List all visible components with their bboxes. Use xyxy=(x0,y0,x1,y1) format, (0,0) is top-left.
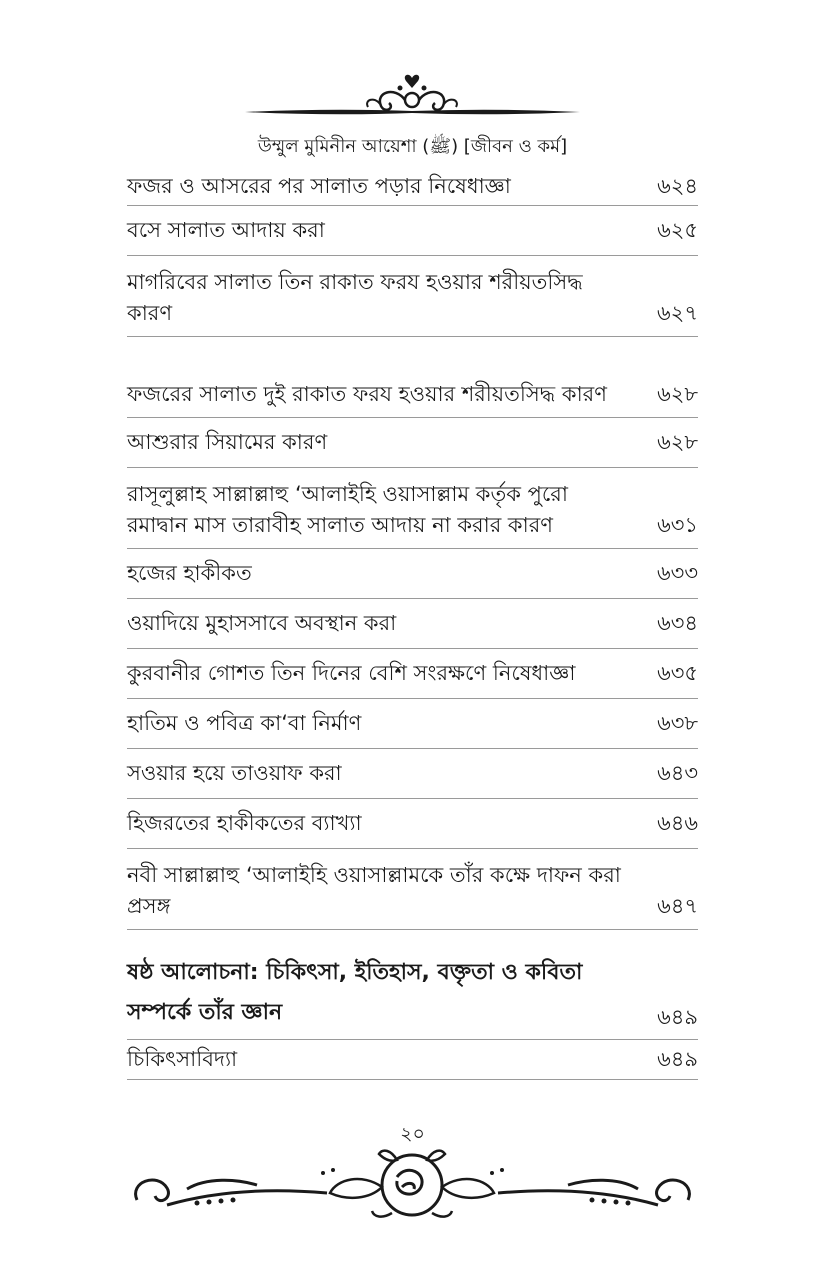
page-number: ২০ xyxy=(400,1123,425,1145)
toc-entry-title: ওয়াদিয়ে মুহাসসাবে অবস্থান করা xyxy=(127,611,397,635)
toc-entry-title: হজের হাকীকত xyxy=(127,561,252,585)
toc-entry[interactable] xyxy=(127,749,698,799)
toc-entry-title: সওয়ার হয়ে তাওয়াফ করা xyxy=(127,761,342,785)
toc-entry-title: মাগরিবের সালাত তিন রাকাত ফরয হওয়ার শরীয়তসিদ্ধ কারণ xyxy=(127,270,583,325)
footer-rose-ornament xyxy=(127,1145,698,1223)
toc-entry-title: কুরবানীর গোশত তিন দিনের বেশি সংরক্ষণে নিষেধাজ্ঞা xyxy=(127,661,576,685)
toc-entry[interactable] xyxy=(127,206,698,256)
toc-entry[interactable] xyxy=(127,699,698,749)
running-head: উম্মুল মুমিনীন আয়েশা (ﷺ) [জীবন ও কর্ম] xyxy=(257,136,568,157)
toc-entry-page: ৬২৫ xyxy=(657,218,698,242)
toc-entry-page: ৬২৮ xyxy=(657,430,698,454)
toc-entry-page: ৬৪৩ xyxy=(657,761,698,785)
toc-entry-title: রাসূলুল্লাহ সাল্লাল্লাহু ‘আলাইহি ওয়াসাল্লাম কর্তৃক পুরো রমাদ্বান মাস তারাবীহ সালাত আদায় না করার কারণ xyxy=(127,482,568,537)
toc-entry-title: চিকিৎসাবিদ্যা xyxy=(127,1047,238,1071)
toc-entry-page: ৬৩৩ xyxy=(657,561,698,585)
toc-entry-title: হাতিম ও পবিত্র কা‘বা নির্মাণ xyxy=(127,711,362,735)
toc-entry-title: নবী সাল্লাল্লাহু ‘আলাইহি ওয়াসাল্লামকে তাঁর কক্ষে দাফন করা প্রসঙ্গ xyxy=(127,863,621,918)
toc-entry-title: ফজর ও আসরের পর সালাত পড়ার নিষেধাজ্ঞা xyxy=(127,174,511,198)
toc-entry[interactable] xyxy=(127,418,698,468)
header-ornament xyxy=(240,70,585,122)
toc-entry[interactable] xyxy=(127,599,698,649)
toc-entry[interactable] xyxy=(127,168,698,206)
toc-entry-page: ৬২৭ xyxy=(657,301,698,325)
toc-entry-page: ৬৩৪ xyxy=(657,611,698,635)
toc-entry-page: ৬৪৯ xyxy=(657,1047,698,1071)
toc-entry-page: ৬২৪ xyxy=(657,174,698,198)
toc-entry-page: ৬৪৭ xyxy=(657,894,698,918)
toc-entry-page: ৬২৮ xyxy=(657,382,698,406)
toc-entry-title: ফজরের সালাত দুই রাকাত ফরয হওয়ার শরীয়তসিদ্ধ কারণ xyxy=(127,382,607,406)
table-of-contents xyxy=(127,168,698,1080)
toc-entry[interactable] xyxy=(127,549,698,599)
toc-entry[interactable] xyxy=(127,468,698,549)
toc-entry-title: আশুরার সিয়ামের কারণ xyxy=(127,430,328,454)
toc-entry-title: হিজরতের হাকীকতের ব্যাখ্যা xyxy=(127,811,362,835)
toc-entry-page: ৬৩৫ xyxy=(657,661,698,685)
toc-entry[interactable] xyxy=(127,849,698,930)
chapter-title: ষষ্ঠ আলোচনা: চিকিৎসা, ইতিহাস, বক্তৃতা ও কবিতা সম্পর্কে তাঁর জ্ঞান xyxy=(127,960,583,1025)
toc-entry[interactable] xyxy=(127,337,698,418)
toc-entry[interactable] xyxy=(127,649,698,699)
toc-entry[interactable] xyxy=(127,1040,698,1080)
toc-entry-page: ৬৩১ xyxy=(657,513,698,537)
chapter-page: ৬৪৯ xyxy=(657,1005,698,1029)
chapter-heading[interactable] xyxy=(127,930,698,1040)
toc-entry-page: ৬৩৮ xyxy=(657,711,698,735)
toc-entry-page: ৬৪৬ xyxy=(657,811,698,835)
toc-entry-title: বসে সালাত আদায় করা xyxy=(127,218,325,242)
toc-entry[interactable] xyxy=(127,799,698,849)
toc-entry[interactable] xyxy=(127,256,698,337)
